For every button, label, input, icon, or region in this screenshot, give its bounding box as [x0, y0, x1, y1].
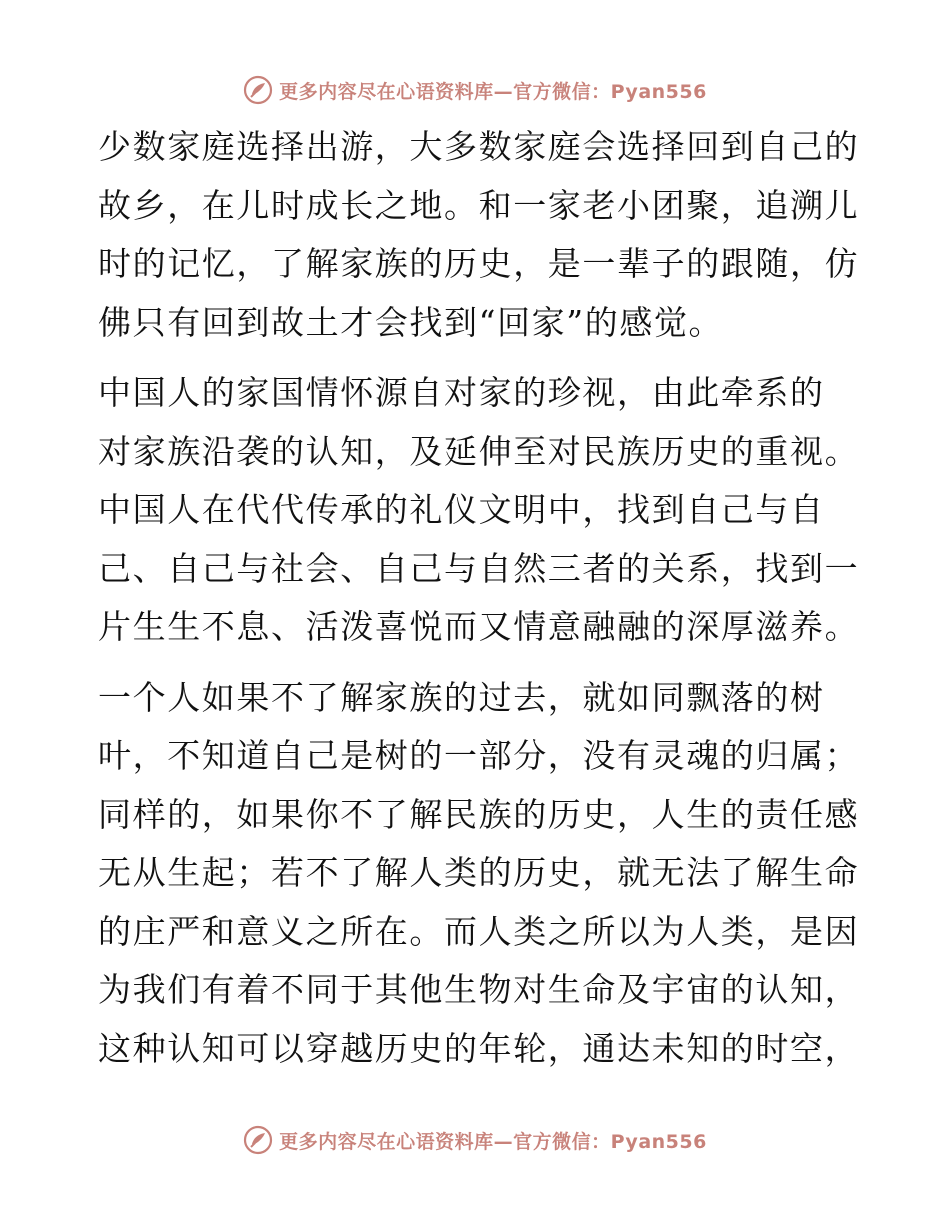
- text-line: 片生生不息、活泼喜悦而又情意融融的深厚滋养。: [98, 607, 860, 646]
- watermark-text: 更多内容尽在心语资料库—官方微信：Pyan556: [279, 1130, 707, 1153]
- pen-heart-logo-icon: [243, 1125, 273, 1155]
- text-line: 叶，不知道自己是树的一部分，没有灵魂的归属；: [98, 736, 860, 775]
- paragraph-3: [98, 669, 858, 1079]
- text-line: 这种认知可以穿越历史的年轮，通达未知的时空，: [98, 1028, 860, 1068]
- text-line: 同样的，如果你不了解民族的历史，人生的责任感: [98, 794, 860, 834]
- text-line: 佛只有回到故土才会找到“回家”的感觉。: [98, 302, 724, 342]
- watermark-text: 更多内容尽在心语资料库—官方微信：Pyan556: [279, 80, 707, 103]
- header-watermark: [0, 70, 950, 110]
- text-line: 的庄严和意义之所在。而人类之所以为人类，是因: [98, 911, 860, 951]
- text-line: 一个人如果不了解家族的过去，就如同飘落的树: [98, 677, 825, 717]
- text-line: 故乡，在儿时成长之地。和一家老小团聚，追溯儿: [98, 185, 860, 225]
- text-line: 为我们有着不同于其他生物对生命及宇宙的认知，: [98, 970, 860, 1009]
- paragraph-1: [98, 118, 858, 352]
- text-line: 无从生起；若不了解人类的历史，就无法了解生命: [98, 853, 860, 892]
- text-line: 己、自己与社会、自己与自然三者的关系，找到一: [98, 548, 860, 588]
- text-line: 时的记忆，了解家族的历史，是一辈子的跟随，仿: [98, 244, 860, 283]
- pen-heart-logo-icon: [243, 75, 273, 105]
- text-line: 少数家庭选择出游，大多数家庭会选择回到自己的: [98, 127, 860, 166]
- text-line: 中国人的家国情怀源自对家的珍视，由此牵系的: [98, 373, 825, 412]
- document-body: [98, 118, 858, 1078]
- footer-watermark: [0, 1120, 950, 1160]
- text-line: 中国人在代代传承的礼仪文明中，找到自己与自: [98, 490, 825, 529]
- paragraph-2: [98, 364, 858, 657]
- text-line: 对家族沿袭的认知，及延伸至对民族历史的重视。: [98, 431, 860, 471]
